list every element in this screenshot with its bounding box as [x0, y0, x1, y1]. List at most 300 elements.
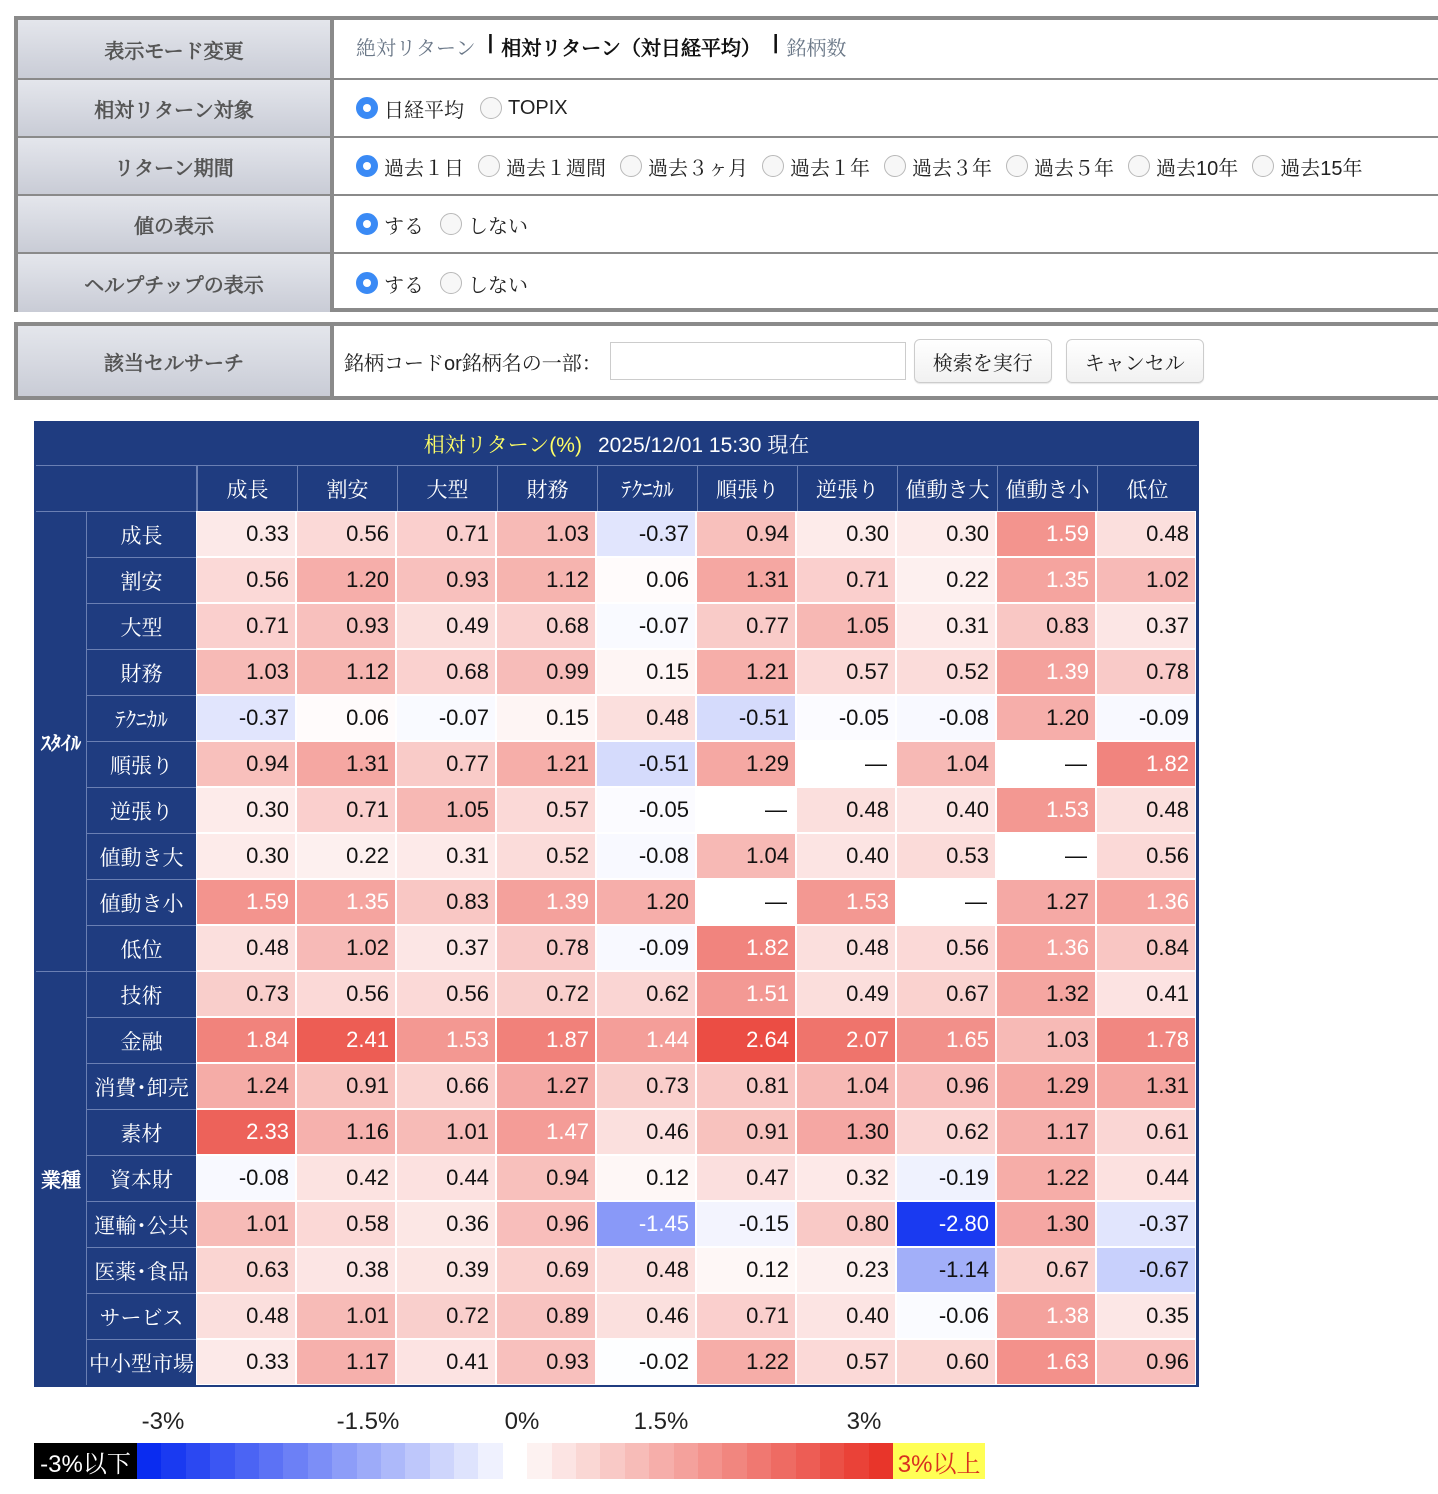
return-period-option[interactable]: [356, 152, 464, 181]
row-label: 財務: [86, 649, 196, 695]
heatmap-cell[interactable]: 0.56: [896, 925, 996, 971]
heatmap-cell[interactable]: 0.48: [196, 925, 296, 971]
column-header: 低位: [1097, 465, 1197, 511]
column-header: 値動き大: [897, 465, 997, 511]
heatmap-cell[interactable]: -1.14: [896, 1247, 996, 1293]
legend-swatch: [478, 1443, 502, 1479]
heatmap-cell[interactable]: —: [896, 879, 996, 925]
heatmap-row: [86, 925, 1197, 971]
heatmap-cell[interactable]: -0.37: [1096, 1201, 1196, 1247]
column-header: 値動き小: [997, 465, 1097, 511]
heatmap-cell[interactable]: 0.93: [396, 557, 496, 603]
return-period-option-label: 過去１週間: [506, 157, 606, 180]
heatmap-cell[interactable]: 0.48: [796, 925, 896, 971]
search-cancel-button[interactable]: キャンセル: [1066, 339, 1204, 383]
heatmap-cell[interactable]: 1.04: [796, 1063, 896, 1109]
heatmap-cell[interactable]: 0.23: [796, 1247, 896, 1293]
heatmap-cell[interactable]: -0.08: [196, 1155, 296, 1201]
heatmap-cell[interactable]: 1.03: [496, 511, 596, 557]
column-header: ﾃｸﾆｶﾙ: [597, 465, 697, 511]
heatmap-cell[interactable]: 0.72: [396, 1293, 496, 1339]
heatmap-cell[interactable]: 0.22: [896, 557, 996, 603]
return-period-radio[interactable]: [884, 155, 906, 177]
relative-target-option[interactable]: [480, 97, 568, 120]
relative-target-label: 相対リターン対象: [18, 80, 334, 136]
row-group-label: 業種: [36, 971, 86, 1385]
legend-low-label: -3%以下: [34, 1443, 137, 1479]
value-display-label: 値の表示: [18, 196, 334, 252]
heatmap-cell[interactable]: 1.27: [496, 1063, 596, 1109]
heatmap-cell[interactable]: 1.24: [196, 1063, 296, 1109]
legend-tick: 1.5%: [633, 1408, 689, 1435]
heatmap-cell[interactable]: 0.83: [396, 879, 496, 925]
heatmap-cell[interactable]: 1.51: [696, 971, 796, 1017]
mode-absolute-link[interactable]: 絶対リターン: [356, 38, 476, 60]
heatmap-cell[interactable]: 1.02: [296, 925, 396, 971]
legend-tick: -3%: [141, 1408, 185, 1435]
heatmap-cell[interactable]: 0.12: [596, 1155, 696, 1201]
heatmap-cell[interactable]: 0.48: [596, 1247, 696, 1293]
heatmap-cell[interactable]: 0.61: [1096, 1109, 1196, 1155]
heatmap-cell[interactable]: 0.73: [596, 1063, 696, 1109]
heatmap-cell[interactable]: -2.80: [896, 1201, 996, 1247]
heatmap-cell[interactable]: 0.48: [596, 695, 696, 741]
heatmap-cell[interactable]: 0.35: [1096, 1293, 1196, 1339]
heatmap-cell[interactable]: 1.38: [996, 1293, 1096, 1339]
legend-color-bar: [34, 1443, 985, 1479]
heatmap-cell[interactable]: 0.63: [196, 1247, 296, 1293]
heatmap-cell[interactable]: 1.36: [996, 925, 1096, 971]
heatmap-cell[interactable]: 0.96: [896, 1063, 996, 1109]
heatmap-cell[interactable]: 0.71: [696, 1293, 796, 1339]
heatmap-corner: [36, 465, 197, 511]
heatmap-cell[interactable]: -0.15: [696, 1201, 796, 1247]
return-period-option[interactable]: [478, 152, 606, 181]
heatmap-cell[interactable]: 0.56: [296, 511, 396, 557]
heatmap-cell[interactable]: 0.57: [496, 787, 596, 833]
row-label: ﾃｸﾆｶﾙ: [86, 695, 196, 741]
heatmap-cell[interactable]: 1.31: [1096, 1063, 1196, 1109]
heatmap-cell[interactable]: 0.31: [896, 603, 996, 649]
legend-swatch: [454, 1443, 478, 1479]
search-execute-button[interactable]: 検索を実行: [914, 339, 1052, 383]
heatmap-cell[interactable]: 0.52: [496, 833, 596, 879]
heatmap-cell[interactable]: 0.30: [196, 787, 296, 833]
heatmap-cell[interactable]: 1.16: [296, 1109, 396, 1155]
heatmap-row: [86, 879, 1197, 925]
heatmap-cell[interactable]: 0.42: [296, 1155, 396, 1201]
heatmap-cell[interactable]: 0.71: [796, 557, 896, 603]
heatmap-cell[interactable]: 0.37: [396, 925, 496, 971]
row-label: 消費･卸売: [86, 1063, 196, 1109]
heatmap-cell[interactable]: 0.62: [596, 971, 696, 1017]
search-label: 該当セルサーチ: [18, 326, 334, 396]
heatmap-cell[interactable]: 0.40: [896, 787, 996, 833]
row-label: 金融: [86, 1017, 196, 1063]
legend-swatch: [844, 1443, 868, 1479]
heatmap-cell[interactable]: 0.57: [796, 1339, 896, 1385]
heatmap-cell[interactable]: 0.94: [496, 1155, 596, 1201]
heatmap-cell[interactable]: 0.68: [396, 649, 496, 695]
legend-swatch: [747, 1443, 771, 1479]
heatmap-cell[interactable]: 1.63: [996, 1339, 1096, 1385]
heatmap-cell[interactable]: 1.35: [996, 557, 1096, 603]
heatmap-cell[interactable]: -0.37: [196, 695, 296, 741]
legend-swatch: [137, 1443, 161, 1479]
row-label: 資本財: [86, 1155, 196, 1201]
heatmap-row: [86, 1247, 1197, 1293]
row-label: サービス: [86, 1293, 196, 1339]
heatmap-cell[interactable]: 0.62: [896, 1109, 996, 1155]
heatmap-cell[interactable]: 0.93: [496, 1339, 596, 1385]
return-period-option[interactable]: [620, 152, 748, 181]
return-period-option-label: 過去５年: [1034, 157, 1114, 180]
heatmap-cell[interactable]: 0.30: [196, 833, 296, 879]
heatmap-cell[interactable]: -0.02: [596, 1339, 696, 1385]
heatmap-cell[interactable]: 1.59: [196, 879, 296, 925]
legend-swatch: [283, 1443, 307, 1479]
legend-swatch: [796, 1443, 820, 1479]
row-label: 成長: [86, 511, 196, 557]
return-period-option-label: 過去10年: [1156, 157, 1239, 180]
heatmap-cell[interactable]: —: [796, 741, 896, 787]
heatmap-cell[interactable]: -0.05: [796, 695, 896, 741]
heatmap-cell[interactable]: -0.37: [596, 511, 696, 557]
heatmap-cell[interactable]: 1.01: [296, 1293, 396, 1339]
helptip-radio[interactable]: [356, 272, 378, 294]
heatmap-cell[interactable]: 0.41: [396, 1339, 496, 1385]
return-period-radio[interactable]: [620, 155, 642, 177]
heatmap-cell[interactable]: 0.44: [396, 1155, 496, 1201]
value-display-radio[interactable]: [356, 213, 378, 235]
heatmap-cell[interactable]: -0.05: [596, 787, 696, 833]
heatmap-cell[interactable]: 0.33: [196, 1339, 296, 1385]
heatmap-cell[interactable]: 0.52: [896, 649, 996, 695]
heatmap-cell[interactable]: 0.46: [596, 1293, 696, 1339]
legend-swatch: [649, 1443, 673, 1479]
heatmap-cell[interactable]: 1.53: [796, 879, 896, 925]
heatmap-cell[interactable]: 0.94: [196, 741, 296, 787]
heatmap-cell[interactable]: 1.29: [996, 1063, 1096, 1109]
heatmap-cell[interactable]: 1.53: [996, 787, 1096, 833]
heatmap-cell[interactable]: 0.89: [496, 1293, 596, 1339]
heatmap-cell[interactable]: 1.20: [596, 879, 696, 925]
heatmap-cell[interactable]: 0.56: [296, 971, 396, 1017]
heatmap-cell[interactable]: 1.04: [696, 833, 796, 879]
row-label: 逆張り: [86, 787, 196, 833]
value-display-radio[interactable]: [440, 213, 462, 235]
heatmap-cell[interactable]: 1.87: [496, 1017, 596, 1063]
return-period-radio[interactable]: [478, 155, 500, 177]
heatmap-groups: [36, 511, 86, 1385]
heatmap-cell[interactable]: 1.31: [296, 741, 396, 787]
return-period-option[interactable]: [1006, 152, 1114, 181]
helptip-label: ヘルプチップの表示: [18, 254, 334, 312]
return-period-row: [18, 138, 1438, 196]
helptip-radio[interactable]: [440, 272, 462, 294]
heatmap-cell[interactable]: 0.39: [396, 1247, 496, 1293]
heatmap-cell[interactable]: 0.67: [996, 1247, 1096, 1293]
heatmap-cell[interactable]: 0.30: [796, 511, 896, 557]
legend-swatch: [674, 1443, 698, 1479]
legend-swatch: [527, 1443, 551, 1479]
heatmap-cell[interactable]: 0.66: [396, 1063, 496, 1109]
heatmap-cell[interactable]: -0.06: [896, 1293, 996, 1339]
heatmap-cell[interactable]: 0.22: [296, 833, 396, 879]
heatmap-cell[interactable]: 0.32: [796, 1155, 896, 1201]
heatmap-cell[interactable]: 1.12: [496, 557, 596, 603]
mode-count-link[interactable]: 銘柄数: [786, 38, 847, 60]
heatmap-cell[interactable]: 0.49: [796, 971, 896, 1017]
heatmap-cell[interactable]: 0.33: [196, 511, 296, 557]
heatmap-cell[interactable]: 0.91: [696, 1109, 796, 1155]
heatmap-row: [86, 1155, 1197, 1201]
heatmap-cell[interactable]: 1.22: [996, 1155, 1096, 1201]
heatmap-cell[interactable]: -0.51: [596, 741, 696, 787]
row-label: 医薬･食品: [86, 1247, 196, 1293]
legend-swatch: [771, 1443, 795, 1479]
heatmap-cell[interactable]: 0.96: [496, 1201, 596, 1247]
display-mode-row: [18, 20, 1438, 80]
heatmap-cell[interactable]: 1.20: [996, 695, 1096, 741]
heatmap-cell[interactable]: 0.93: [296, 603, 396, 649]
heatmap-cell[interactable]: 0.48: [1096, 787, 1196, 833]
heatmap-cell[interactable]: 0.60: [896, 1339, 996, 1385]
legend-swatch: [161, 1443, 185, 1479]
heatmap-cell[interactable]: 1.21: [696, 649, 796, 695]
heatmap-cell[interactable]: 0.73: [196, 971, 296, 1017]
heatmap-cell[interactable]: 0.48: [796, 787, 896, 833]
heatmap-cell[interactable]: 2.41: [296, 1017, 396, 1063]
heatmap-cell[interactable]: 0.40: [796, 1293, 896, 1339]
row-label: 順張り: [86, 741, 196, 787]
relative-target-option-label: 日経平均: [384, 99, 464, 122]
return-period-radio[interactable]: [762, 155, 784, 177]
heatmap-cell[interactable]: 1.02: [1096, 557, 1196, 603]
heatmap-cell[interactable]: -0.67: [1096, 1247, 1196, 1293]
heatmap-cell[interactable]: —: [696, 879, 796, 925]
heatmap-cell[interactable]: 0.77: [396, 741, 496, 787]
heatmap-cell[interactable]: 1.17: [296, 1339, 396, 1385]
return-period-option[interactable]: [762, 152, 870, 181]
heatmap-cell[interactable]: 1.39: [496, 879, 596, 925]
heatmap-cell[interactable]: 0.58: [296, 1201, 396, 1247]
heatmap-cell[interactable]: 0.71: [196, 603, 296, 649]
heatmap-cell[interactable]: 1.59: [996, 511, 1096, 557]
legend-swatch: [722, 1443, 746, 1479]
value-display-option[interactable]: [440, 210, 528, 239]
row-label: 運輸･公共: [86, 1201, 196, 1247]
heatmap-cell[interactable]: 1.31: [696, 557, 796, 603]
heatmap-row: [86, 695, 1197, 741]
heatmap-cell[interactable]: 0.49: [396, 603, 496, 649]
return-period-option[interactable]: [884, 152, 992, 181]
heatmap-cell[interactable]: 0.96: [1096, 1339, 1196, 1385]
return-period-option-label: 過去１日: [384, 157, 464, 180]
heatmap-cell[interactable]: 0.68: [496, 603, 596, 649]
heatmap-cell[interactable]: 0.31: [396, 833, 496, 879]
return-period-label: リターン期間: [18, 138, 334, 194]
heatmap-cell[interactable]: 1.36: [1096, 879, 1196, 925]
heatmap-cell[interactable]: 1.01: [196, 1201, 296, 1247]
heatmap-title: 相対リターン(%): [423, 434, 582, 457]
legend-swatch: [552, 1443, 576, 1479]
heatmap-cell[interactable]: 0.80: [796, 1201, 896, 1247]
heatmap-cell[interactable]: 0.48: [196, 1293, 296, 1339]
heatmap-cell[interactable]: 0.36: [396, 1201, 496, 1247]
heatmap-cell[interactable]: 1.03: [996, 1017, 1096, 1063]
heatmap-cell[interactable]: 1.30: [996, 1201, 1096, 1247]
heatmap-cell[interactable]: 1.82: [1096, 741, 1196, 787]
heatmap-cell[interactable]: 0.40: [796, 833, 896, 879]
heatmap-cell[interactable]: 0.37: [1096, 603, 1196, 649]
relative-target-option-label: TOPIX: [508, 96, 568, 119]
heatmap-row: [86, 1293, 1197, 1339]
row-label: 中小型市場: [86, 1339, 196, 1385]
heatmap-cell[interactable]: -0.19: [896, 1155, 996, 1201]
value-display-option[interactable]: [356, 210, 424, 239]
heatmap-cell[interactable]: 0.67: [896, 971, 996, 1017]
heatmap-cell[interactable]: 0.99: [496, 649, 596, 695]
heatmap-cell[interactable]: 0.56: [196, 557, 296, 603]
heatmap-cell[interactable]: 1.53: [396, 1017, 496, 1063]
heatmap-cell[interactable]: 1.05: [796, 603, 896, 649]
heatmap-cell[interactable]: -0.07: [396, 695, 496, 741]
mode-relative-link[interactable]: 相対リターン（対日経平均）: [501, 38, 761, 60]
return-period-radio[interactable]: [356, 155, 378, 177]
heatmap-cell[interactable]: —: [696, 787, 796, 833]
return-period-option[interactable]: [1128, 152, 1238, 181]
heatmap-cell[interactable]: —: [996, 741, 1096, 787]
heatmap-cell[interactable]: -0.09: [596, 925, 696, 971]
column-header: 財務: [497, 465, 597, 511]
heatmap-cell[interactable]: 0.72: [496, 971, 596, 1017]
heatmap-cell[interactable]: 0.46: [596, 1109, 696, 1155]
helptip-option[interactable]: [356, 269, 424, 298]
heatmap-cell[interactable]: 1.21: [496, 741, 596, 787]
relative-target-radio[interactable]: [356, 97, 378, 119]
heatmap-cell[interactable]: 0.83: [996, 603, 1096, 649]
legend-swatch: [259, 1443, 283, 1479]
heatmap-cell[interactable]: 1.27: [996, 879, 1096, 925]
heatmap-cell[interactable]: 0.30: [896, 511, 996, 557]
heatmap-cell[interactable]: 0.38: [296, 1247, 396, 1293]
heatmap-cell[interactable]: 0.56: [396, 971, 496, 1017]
heatmap-cell[interactable]: 1.47: [496, 1109, 596, 1155]
heatmap-cell[interactable]: 1.39: [996, 649, 1096, 695]
heatmap-cell[interactable]: -0.08: [596, 833, 696, 879]
heatmap-cell[interactable]: 1.04: [896, 741, 996, 787]
heatmap-cell[interactable]: —: [996, 833, 1096, 879]
column-header: 逆張り: [797, 465, 897, 511]
heatmap-cell[interactable]: 2.07: [796, 1017, 896, 1063]
heatmap-cell[interactable]: 1.03: [196, 649, 296, 695]
legend-swatch: [235, 1443, 259, 1479]
search-input[interactable]: [610, 342, 906, 380]
heatmap-cell[interactable]: -0.09: [1096, 695, 1196, 741]
heatmap-cell[interactable]: 0.06: [596, 557, 696, 603]
heatmap-cell[interactable]: 1.32: [996, 971, 1096, 1017]
heatmap-cell[interactable]: 0.12: [696, 1247, 796, 1293]
heatmap-cell[interactable]: 0.41: [1096, 971, 1196, 1017]
heatmap-cell[interactable]: 0.06: [296, 695, 396, 741]
relative-target-option[interactable]: [356, 94, 464, 123]
legend-tick-labels: [0, 1408, 1000, 1440]
heatmap-cell[interactable]: 1.65: [896, 1017, 996, 1063]
heatmap-cell[interactable]: 1.20: [296, 557, 396, 603]
heatmap-cell[interactable]: 0.77: [696, 603, 796, 649]
helptip-option[interactable]: [440, 269, 528, 298]
heatmap-cell[interactable]: 0.78: [496, 925, 596, 971]
return-period-radio[interactable]: [1252, 155, 1274, 177]
heatmap: [34, 421, 1199, 1387]
return-period-radio[interactable]: [1006, 155, 1028, 177]
heatmap-cell[interactable]: 0.57: [796, 649, 896, 695]
heatmap-cell[interactable]: 0.84: [1096, 925, 1196, 971]
heatmap-cell[interactable]: 1.12: [296, 649, 396, 695]
heatmap-cell[interactable]: 0.15: [596, 649, 696, 695]
return-period-option[interactable]: [1252, 152, 1362, 181]
heatmap-cell[interactable]: 0.81: [696, 1063, 796, 1109]
legend-tick: 0%: [504, 1408, 540, 1435]
heatmap-cell[interactable]: 2.64: [696, 1017, 796, 1063]
heatmap-cell[interactable]: 1.29: [696, 741, 796, 787]
heatmap-cell[interactable]: 0.44: [1096, 1155, 1196, 1201]
heatmap-cell[interactable]: 1.44: [596, 1017, 696, 1063]
heatmap-cell[interactable]: 0.78: [1096, 649, 1196, 695]
heatmap-cell[interactable]: -0.07: [596, 603, 696, 649]
heatmap-cell[interactable]: 0.91: [296, 1063, 396, 1109]
value-display-row: [18, 196, 1438, 254]
relative-target-radio[interactable]: [480, 97, 502, 119]
heatmap-cell[interactable]: -0.08: [896, 695, 996, 741]
heatmap-cell[interactable]: 1.82: [696, 925, 796, 971]
heatmap-cell[interactable]: 0.53: [896, 833, 996, 879]
heatmap-cell[interactable]: 0.56: [1096, 833, 1196, 879]
legend-swatch: [503, 1443, 527, 1479]
heatmap-cell[interactable]: 0.94: [696, 511, 796, 557]
heatmap-cell[interactable]: 1.22: [696, 1339, 796, 1385]
heatmap-cell[interactable]: 1.05: [396, 787, 496, 833]
heatmap-cell[interactable]: -0.51: [696, 695, 796, 741]
mode-separator: |: [772, 32, 779, 54]
heatmap-cell[interactable]: 0.71: [296, 787, 396, 833]
heatmap-cell[interactable]: 1.35: [296, 879, 396, 925]
heatmap-row: [86, 511, 1197, 557]
heatmap-column-header: [36, 465, 1197, 511]
search-panel: [14, 322, 1438, 400]
legend-high-label: 3%以上: [893, 1443, 985, 1479]
heatmap-cell[interactable]: 1.17: [996, 1109, 1096, 1155]
heatmap-cell[interactable]: 0.71: [396, 511, 496, 557]
heatmap-cell[interactable]: 1.84: [196, 1017, 296, 1063]
heatmap-row: [86, 1063, 1197, 1109]
heatmap-cell[interactable]: 2.33: [196, 1109, 296, 1155]
heatmap-cell[interactable]: 0.15: [496, 695, 596, 741]
return-period-radio[interactable]: [1128, 155, 1150, 177]
legend-swatch: [869, 1443, 893, 1479]
heatmap-cell[interactable]: 0.47: [696, 1155, 796, 1201]
heatmap-cell[interactable]: 1.01: [396, 1109, 496, 1155]
mode-separator: |: [487, 32, 494, 54]
heatmap-cell[interactable]: 0.69: [496, 1247, 596, 1293]
heatmap-row: [86, 1339, 1197, 1385]
heatmap-cell[interactable]: -1.45: [596, 1201, 696, 1247]
heatmap-cell[interactable]: 1.30: [796, 1109, 896, 1155]
heatmap-cell[interactable]: 1.78: [1096, 1017, 1196, 1063]
helptip-row: [18, 254, 1438, 312]
heatmap-cell[interactable]: 0.48: [1096, 511, 1196, 557]
